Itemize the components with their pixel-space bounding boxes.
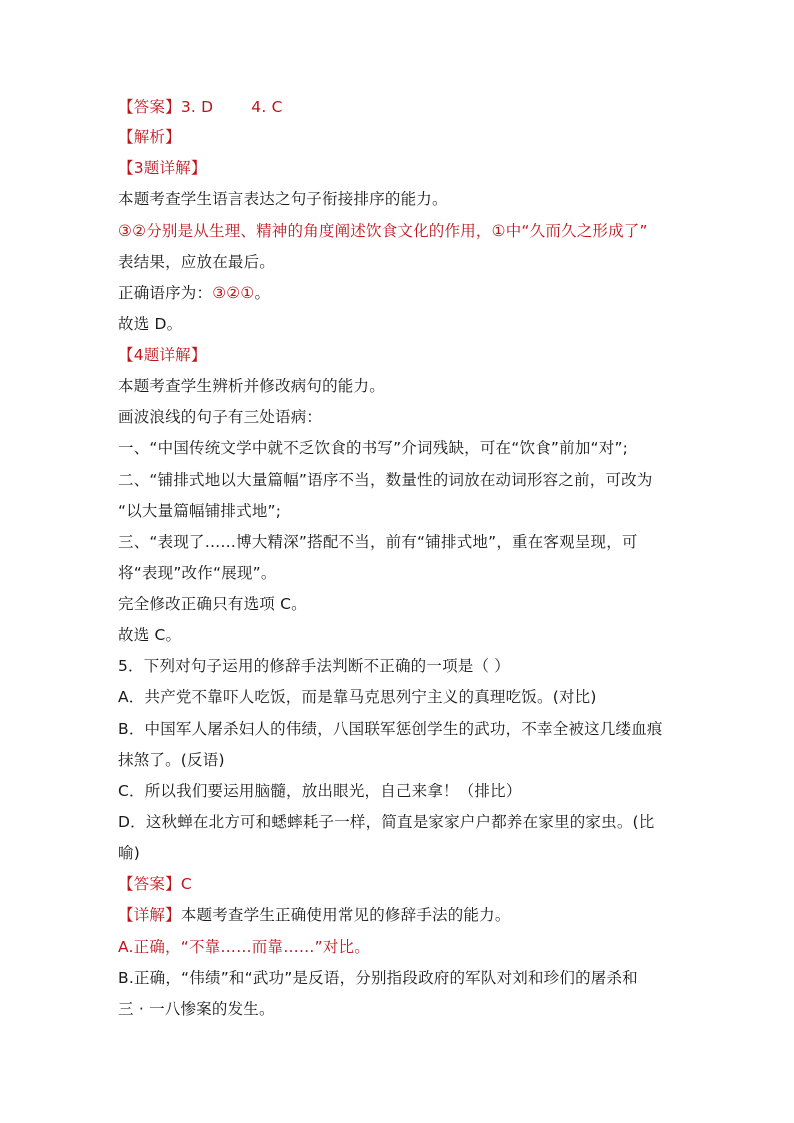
- q3-order-value: ③②①: [212, 284, 255, 302]
- q3-reason-line-2: 表结果，应放在最后。: [118, 253, 276, 271]
- answer-line-1: [118, 96, 283, 118]
- q4-conclusion: 完全修改正确只有选项 C。: [118, 595, 307, 613]
- q4-item-1: 一、“中国传统文学中就不乏饮食的书写”介词残缺，可在“饮食”前加“对”;: [118, 439, 629, 457]
- q4-choice: 故选 C。: [118, 626, 182, 644]
- q4-intro: 本题考查学生辨析并修改病句的能力。: [118, 377, 385, 395]
- detail-text: 本题考查学生正确使用常见的修辞手法的能力。: [180, 906, 511, 924]
- q3-intro: 本题考查学生语言表达之句子衔接排序的能力。: [118, 190, 448, 208]
- q4-item-2-line-1: 二、“铺排式地以大量篇幅”语序不当，数量性的词放在动词形容之前，可改为: [118, 471, 653, 489]
- analysis-label: 【解析】: [118, 128, 181, 146]
- q3-detail-label: 【3题详解】: [118, 159, 207, 177]
- q5-option-b-line-1: B．中国军人屠杀妇人的伟绩，八国联军惩创学生的武功，不幸全被这几缕血痕: [118, 720, 663, 738]
- q3-order-prefix: 正确语序为：: [118, 284, 213, 302]
- q4-item-3-line-1: 三、“表现了……博大精深”搭配不当，前有“铺排式地”，重在客观呈现，可: [118, 533, 638, 551]
- q4-wave-intro: 画波浪线的句子有三处语病：: [118, 408, 323, 426]
- q5-option-d-line-1: D．这秋蝉在北方可和蟋蟀耗子一样，简直是家家户户都养在家里的家虫。(比: [118, 813, 655, 831]
- answer-value-4: 4. C: [251, 98, 283, 116]
- q5-option-a: A．共产党不靠吓人吃饭，而是靠马克思列宁主义的真理吃饭。(对比): [118, 688, 597, 706]
- detail-label: 【详解】: [118, 906, 181, 924]
- answer-value-3: 3. D: [180, 98, 214, 116]
- q4-item-3-line-2: 将“表现”改作“展现”。: [118, 564, 277, 582]
- answer-line-2: [118, 873, 192, 895]
- q3-order-line: [118, 282, 270, 304]
- q3-choice: 故选 D。: [118, 315, 183, 333]
- answer-label-2: 【答案】: [118, 875, 181, 893]
- q4-item-2-line-2: “以大量篇幅铺排式地”;: [118, 502, 282, 520]
- detail-b-line-1: B.正确，“伟绩”和“武功”是反语，分别指段政府的军队对刘和珍们的屠杀和: [118, 969, 638, 987]
- q3-reason-line-1: ③②分别是从生理、精神的角度阐述饮食文化的作用，①中“久而久之形成了”: [118, 222, 648, 240]
- q4-detail-label: 【4题详解】: [118, 346, 207, 364]
- q3-order-suffix: 。: [254, 284, 271, 302]
- answer-value-5: C: [180, 875, 192, 893]
- detail-line: [118, 904, 511, 926]
- q5-option-b-line-2: 抹煞了。(反语): [118, 751, 225, 769]
- detail-b-line-2: 三 · 一八惨案的发生。: [118, 1000, 275, 1018]
- q5-option-c: C．所以我们要运用脑髓，放出眼光，自己来拿！（排比）: [118, 782, 522, 800]
- answer-label: 【答案】: [118, 98, 181, 116]
- q5-option-d-line-2: 喻): [118, 844, 140, 862]
- detail-a: A.正确，“不靠……而靠……”对比。: [118, 938, 370, 956]
- q5-stem: 5．下列对句子运用的修辞手法判断不正确的一项是（ ）: [118, 657, 510, 675]
